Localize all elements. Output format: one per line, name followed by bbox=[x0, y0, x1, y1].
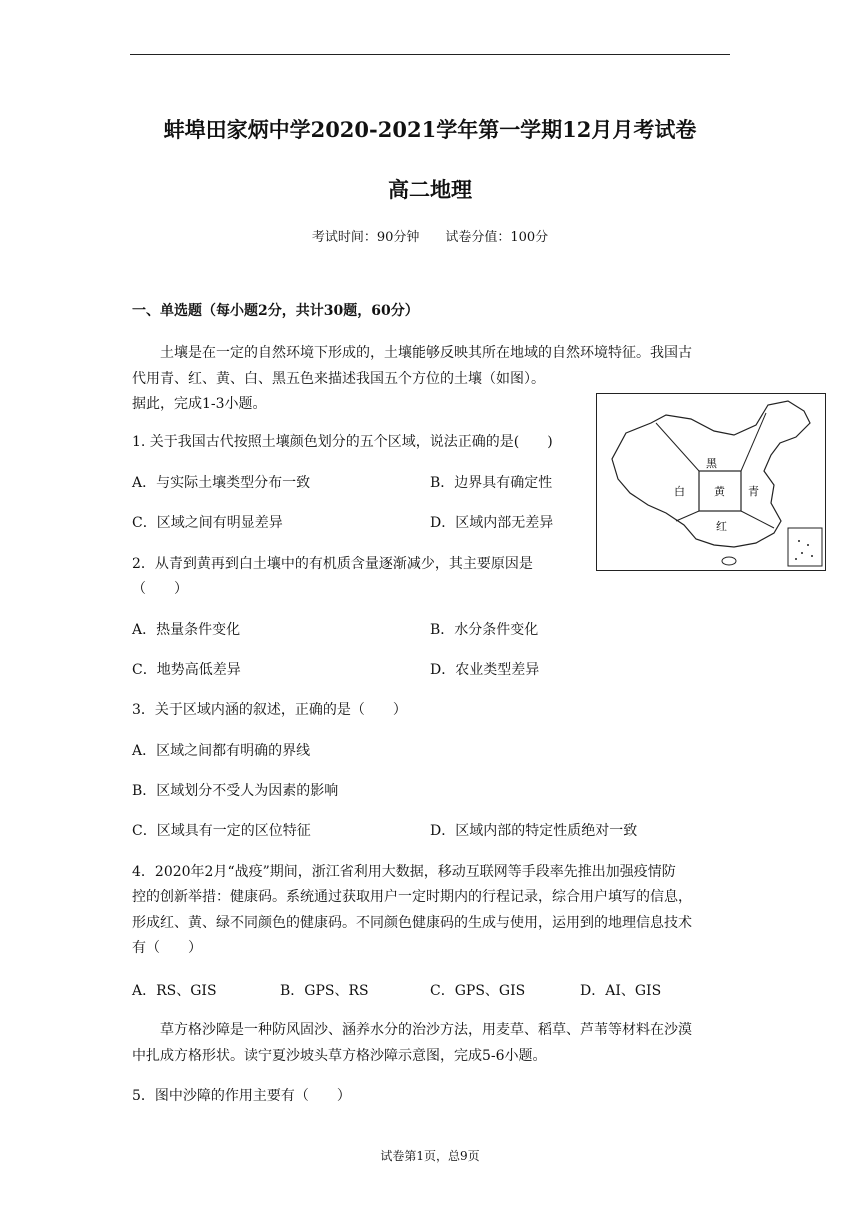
label-west: 白 bbox=[674, 485, 685, 498]
header-rule bbox=[130, 54, 730, 55]
q5-stem: 5．图中沙障的作用主要有（ ） bbox=[132, 1088, 351, 1104]
label-south: 红 bbox=[716, 520, 727, 533]
passage2-line2: 中扎成方格形状。读宁夏沙坡头草方格沙障示意图，完成5-6小题。 bbox=[132, 1048, 547, 1064]
q1-option-c: C．区域之间有明显差异 bbox=[132, 515, 283, 531]
q1-option-b: B．边界具有确定性 bbox=[430, 475, 553, 491]
q1-stem: 1. 关于我国古代按照土壤颜色划分的五个区域，说法正确的是( ) bbox=[132, 434, 553, 450]
q2-option-a: A．热量条件变化 bbox=[132, 622, 241, 638]
q2-option-b: B．水分条件变化 bbox=[430, 622, 539, 638]
q3-option-b: B．区域划分不受人为因素的影响 bbox=[132, 783, 339, 799]
q4-option-b: B．GPS、RS bbox=[280, 983, 369, 999]
page-footer: 试卷第1页，总9页 bbox=[380, 1149, 480, 1163]
q3-option-d: D．区域内部的特定性质绝对一致 bbox=[430, 823, 638, 839]
q2-option-d: D．农业类型差异 bbox=[430, 662, 540, 678]
q1-option-a: A．与实际土壤类型分布一致 bbox=[132, 475, 311, 491]
q4-line3: 形成红、黄、绿不同颜色的健康码。不同颜色健康码的生成与使用，运用到的地理信息技术 bbox=[132, 915, 692, 931]
passage1-line1: 土壤是在一定的自然环境下形成的，土壤能够反映其所在地域的自然环境特征。我国古 bbox=[160, 345, 692, 361]
q3-stem: 3．关于区域内涵的叙述，正确的是（ ） bbox=[132, 702, 407, 718]
q4-option-d: D．AI、GIS bbox=[580, 983, 662, 999]
q4-line4: 有（ ） bbox=[132, 940, 202, 956]
q4-option-a: A．RS、GIS bbox=[132, 983, 217, 999]
q2-stem-blank: （ ） bbox=[132, 581, 188, 597]
q4-option-c: C．GPS、GIS bbox=[430, 983, 526, 999]
q4-line1: 4．2020年2月“战疫”期间，浙江省利用大数据，移动互联网等手段率先推出加强疫情防 bbox=[132, 864, 676, 880]
q1-option-d: D．区域内部无差异 bbox=[430, 515, 554, 531]
subject-title: 高二地理 bbox=[388, 177, 472, 202]
q3-option-a: A．区域之间都有明确的界线 bbox=[132, 743, 311, 759]
exam-title: 蚌埠田家炳中学2020-2021学年第一学期12月月考试卷 bbox=[163, 117, 697, 142]
q2-stem: 2．从青到黄再到白土壤中的有机质含量逐渐减少，其主要原因是 bbox=[132, 556, 533, 572]
passage1-line3: 据此，完成1-3小题。 bbox=[132, 396, 267, 412]
label-north: 黑 bbox=[706, 457, 717, 470]
q4-line2: 控的创新举措：健康码。系统通过获取用户一定时期内的行程记录，综合用户填写的信息， bbox=[132, 889, 692, 905]
label-east: 青 bbox=[748, 485, 759, 498]
china-soil-map bbox=[596, 393, 826, 571]
section-heading: 一、单选题（每小题2分，共计30题，60分） bbox=[132, 303, 419, 319]
q3-option-c: C．区域具有一定的区位特征 bbox=[132, 823, 311, 839]
passage1-line2: 代用青、红、黄、白、黑五色来描述我国五个方位的土壤（如图）。 bbox=[132, 371, 545, 387]
exam-info: 考试时间：90分钟 试卷分值：100分 bbox=[311, 230, 549, 245]
passage2-line1: 草方格沙障是一种防风固沙、涵养水分的治沙方法，用麦草、稻草、芦苇等材料在沙漠 bbox=[160, 1022, 692, 1038]
q2-option-c: C．地势高低差异 bbox=[132, 662, 241, 678]
label-center: 黄 bbox=[714, 485, 725, 498]
